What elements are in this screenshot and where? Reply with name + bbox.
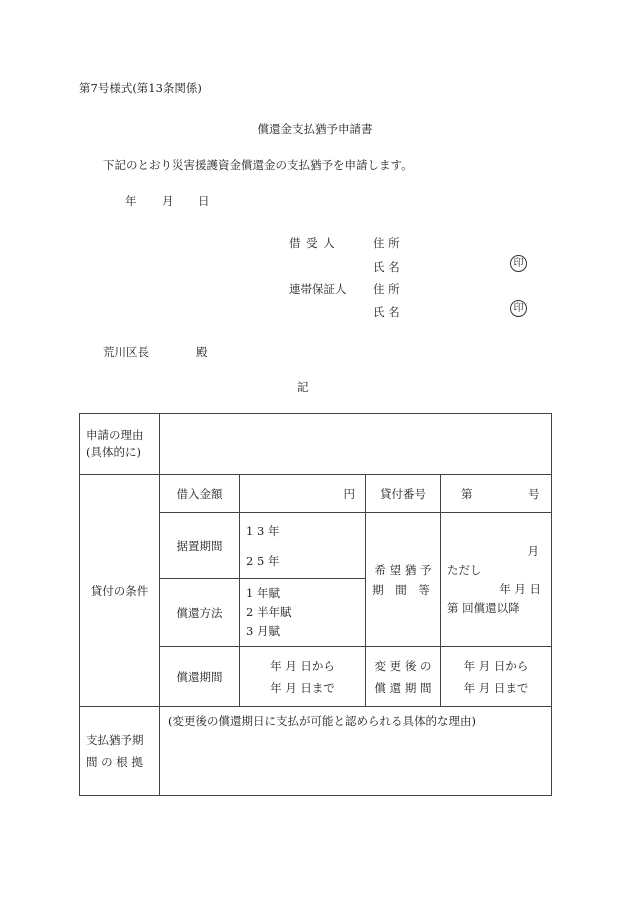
date-month: 月 (162, 194, 174, 208)
repay-period-to: 年 月 日まで (270, 680, 335, 695)
loan-number-prefix: 第 (461, 486, 473, 501)
basis-label-cell (80, 707, 160, 796)
changed-period-label-1: 変 更 後 の (374, 658, 432, 673)
basis-note: (変更後の償還期日に支払が可能と認められる具体的な理由) (168, 714, 476, 728)
loan-number-label: 貸付番号 (366, 475, 441, 513)
repay-methods (240, 579, 366, 647)
date-day: 日 (198, 194, 210, 208)
guarantor-name-label: 氏 名 (373, 305, 400, 319)
application-table (79, 413, 552, 796)
borrower-label: 借 受 人 (289, 236, 336, 250)
desired-label-2: 期 間 等 (372, 582, 434, 597)
changed-period-label (366, 647, 441, 707)
reason-label-cell (80, 414, 160, 475)
reason-field[interactable] (160, 414, 552, 475)
page-title: 償還金支払猶予申請書 (257, 122, 373, 136)
desired-label-1: 希 望 猶 予 (374, 562, 432, 577)
date-year: 年 (125, 194, 137, 208)
repay-period-label: 償還期間 (160, 647, 240, 707)
desired-proviso: ただし (447, 562, 482, 577)
borrower-name-label: 氏 名 (373, 260, 400, 274)
basis-label-2: 間 の 根 拠 (86, 755, 143, 769)
ki-heading: 記 (297, 380, 309, 394)
desired-date: 年 月 日 (499, 581, 541, 596)
loan-number-suffix: 号 (528, 486, 540, 501)
repay-period-field[interactable] (240, 647, 366, 707)
changed-period-to: 年 月 日まで (463, 680, 529, 695)
borrower-address-label: 住 所 (373, 236, 400, 250)
conditions-label: 貸付の条件 (80, 475, 160, 707)
addressee-name: 荒川区長 (103, 345, 149, 359)
loan-number-field[interactable] (441, 475, 552, 513)
repay-method-3: 3 月賦 (246, 624, 280, 638)
guarantor-label: 連帯保証人 (289, 282, 347, 296)
yen-unit: 円 (343, 486, 355, 501)
loan-amount-field[interactable] (240, 475, 366, 513)
grace-label: 据置期間 (160, 513, 240, 579)
grace-option-1: 1 3 年 (246, 523, 280, 538)
grace-option-2: 2 5 年 (246, 553, 280, 568)
changed-period-field[interactable] (441, 647, 552, 707)
guarantor-address-label: 住 所 (373, 282, 400, 296)
repay-method-2: 2 半年賦 (246, 605, 292, 619)
desired-field[interactable] (441, 513, 552, 647)
reason-label: 申請の理由 (86, 428, 144, 442)
desired-label (366, 513, 441, 647)
changed-period-from: 年 月 日から (463, 658, 529, 673)
addressee-honorific: 殿 (196, 345, 208, 359)
form-number: 第7号様式(第13条関係) (79, 81, 202, 95)
changed-period-label-2: 償 還 期 間 (374, 680, 432, 695)
repay-period-from: 年 月 日から (270, 658, 335, 673)
repay-method-1: 1 年賦 (246, 586, 280, 600)
reason-label-sub: (具体的に) (86, 445, 141, 459)
basis-field[interactable] (160, 707, 552, 796)
intro-text: 下記のとおり災害援護資金償還金の支払猶予を申請します。 (103, 158, 413, 172)
desired-installment: 第 回償還以降 (447, 600, 520, 615)
grace-options (240, 513, 366, 579)
loan-amount-label: 借入金額 (160, 475, 240, 513)
borrower-seal: 印 (510, 255, 527, 272)
desired-month: 月 (527, 543, 539, 558)
guarantor-seal: 印 (510, 300, 527, 317)
basis-label-1: 支払猶予期 (86, 733, 144, 747)
repay-method-label: 償還方法 (160, 579, 240, 647)
